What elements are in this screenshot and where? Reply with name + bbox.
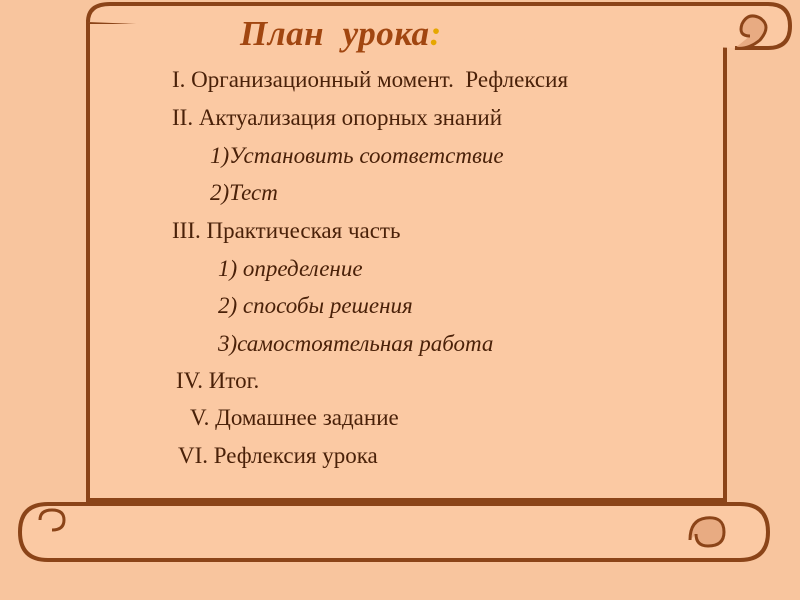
page-title [240, 14, 442, 54]
plan-item-4: IV. Итог. [176, 368, 260, 393]
plan-item-1: I. Организационный момент. Рефлексия [172, 67, 569, 92]
plan-subitem-2-1: 1)Установить соответствие [210, 143, 504, 168]
plan-subitem-2-2: 2)Тест [210, 180, 278, 205]
title-colon: : [429, 14, 442, 53]
lesson-plan-list [0, 60, 800, 480]
plan-subitem-3-2: 2) способы решения [218, 293, 413, 318]
plan-item-3: III. Практическая часть [172, 218, 401, 243]
plan-item-2: II. Актуализация опорных знаний [172, 105, 503, 130]
title-text: План урока [240, 14, 430, 53]
plan-item-5: V. Домашнее задание [190, 405, 399, 430]
plan-subitem-3-3: 3)самостоятельная работа [218, 331, 494, 356]
scroll-bottom-roll [20, 504, 768, 560]
plan-item-6: VI. Рефлексия урока [178, 443, 378, 468]
plan-subitem-3-1: 1) определение [218, 256, 363, 281]
